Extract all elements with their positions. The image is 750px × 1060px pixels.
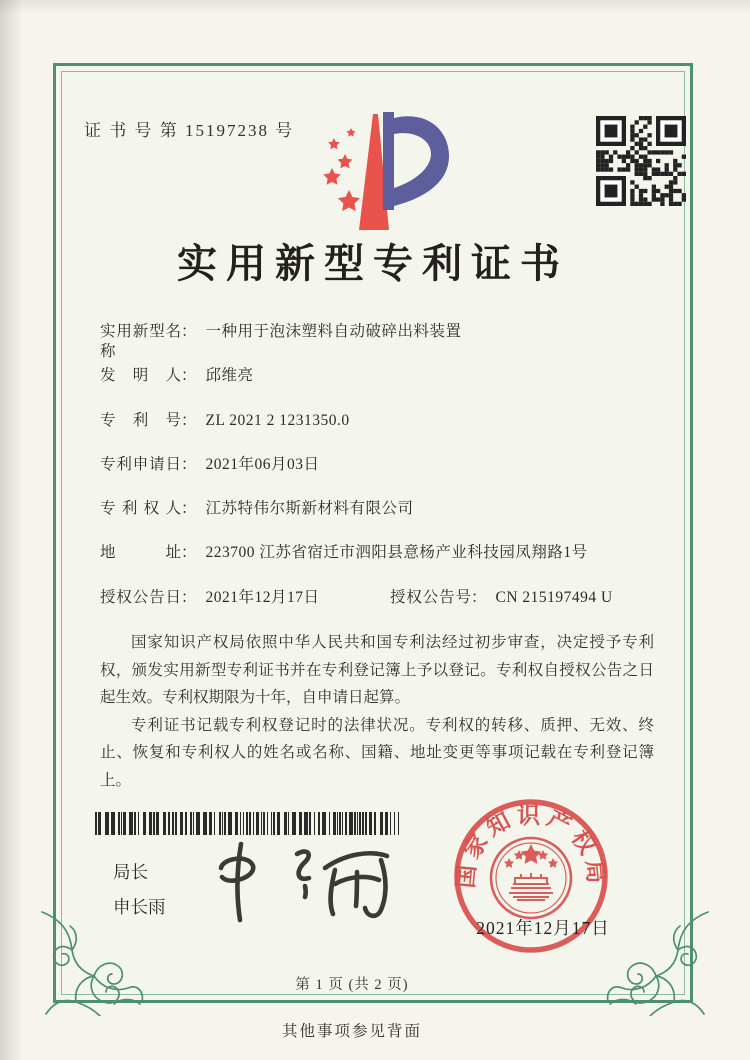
certificate-title: 实用新型专利证书: [177, 241, 569, 286]
certificate-fields: [100, 322, 660, 632]
legal-text: [100, 629, 654, 795]
seal-date: 2021年12月17日: [476, 918, 610, 938]
legal-paragraph-1: 国家知识产权局依照中华人民共和国专利法经过初步审查，决定授予专利权，颁发实用新型专利证书并在专利登记簿上予以登记。专利权自授权公告之日起生效。专利权期限为十年，自申请日起算。: [100, 634, 654, 707]
field-colon: ：: [471, 588, 487, 606]
handwritten-signature-icon: [205, 834, 395, 926]
field-label: 实用新型名称: [100, 323, 181, 360]
field-colon: ：: [181, 455, 197, 473]
field-row-patent-number: [100, 411, 660, 455]
field-row-grant-date: [100, 588, 660, 632]
field-row-inventor: [100, 366, 660, 410]
field-colon: ：: [181, 500, 197, 518]
field-colon: ：: [181, 411, 197, 429]
field-colon: ：: [181, 323, 197, 340]
field-colon: ：: [181, 544, 197, 562]
qr-code-icon: [596, 116, 686, 206]
field-value: 2021年12月17日: [205, 588, 320, 606]
field-colon: ：: [181, 367, 197, 385]
cnipa-logo-icon: [303, 104, 455, 240]
field-label: 专利权人: [100, 500, 181, 518]
back-side-note: 其他事项参见背面: [281, 1023, 422, 1040]
field-value: 223700 江苏省宿迁市泗阳县意杨产业科技园凤翔路1号: [205, 544, 588, 562]
page-number: 第 1 页 (共 2 页): [295, 977, 409, 993]
scan-edge-shadow-top: [0, 0, 750, 14]
scan-edge-shadow: [0, 0, 22, 1060]
field-value: 2021年06月03日: [205, 455, 320, 473]
field-value: CN 215197494 U: [495, 588, 613, 606]
corner-flourish-icon: [40, 898, 158, 1016]
field-row-utility-model-name: [100, 322, 660, 366]
field-row-patentee: [100, 499, 660, 543]
field-row-address: [100, 543, 660, 587]
field-value: 邱维亮: [205, 367, 254, 385]
field-label: 地址: [100, 544, 181, 562]
signatory-name: 申长雨: [113, 897, 166, 917]
barcode-icon: [95, 812, 399, 835]
certificate-number: 证 书 号 第 15197238 号: [84, 121, 295, 140]
field-label: 授权公告号: [390, 588, 471, 606]
signatory-title: 局长: [113, 862, 148, 882]
field-value: ZL 2021 2 1231350.0: [205, 411, 350, 429]
field-colon: ：: [181, 588, 197, 606]
field-label: 发明人: [100, 367, 181, 385]
seal-agency-text: 国家知识产权局: [453, 803, 609, 890]
field-label: 专利号: [100, 411, 181, 429]
field-value: 一种用于泡沫塑料自动破碎出料装置: [205, 323, 462, 340]
field-value: 江苏特伟尔斯新材料有限公司: [205, 500, 414, 518]
field-label: 授权公告日: [100, 588, 181, 606]
field-row-filing-date: [100, 455, 660, 499]
field-label: 专利申请日: [100, 455, 181, 473]
legal-paragraph-2: 专利证书记载专利权登记时的法律状况。专利权的转移、质押、无效、终止、恢复和专利权人的姓名或名称、国籍、地址变更等事项记载在专利登记簿上。: [100, 716, 654, 789]
